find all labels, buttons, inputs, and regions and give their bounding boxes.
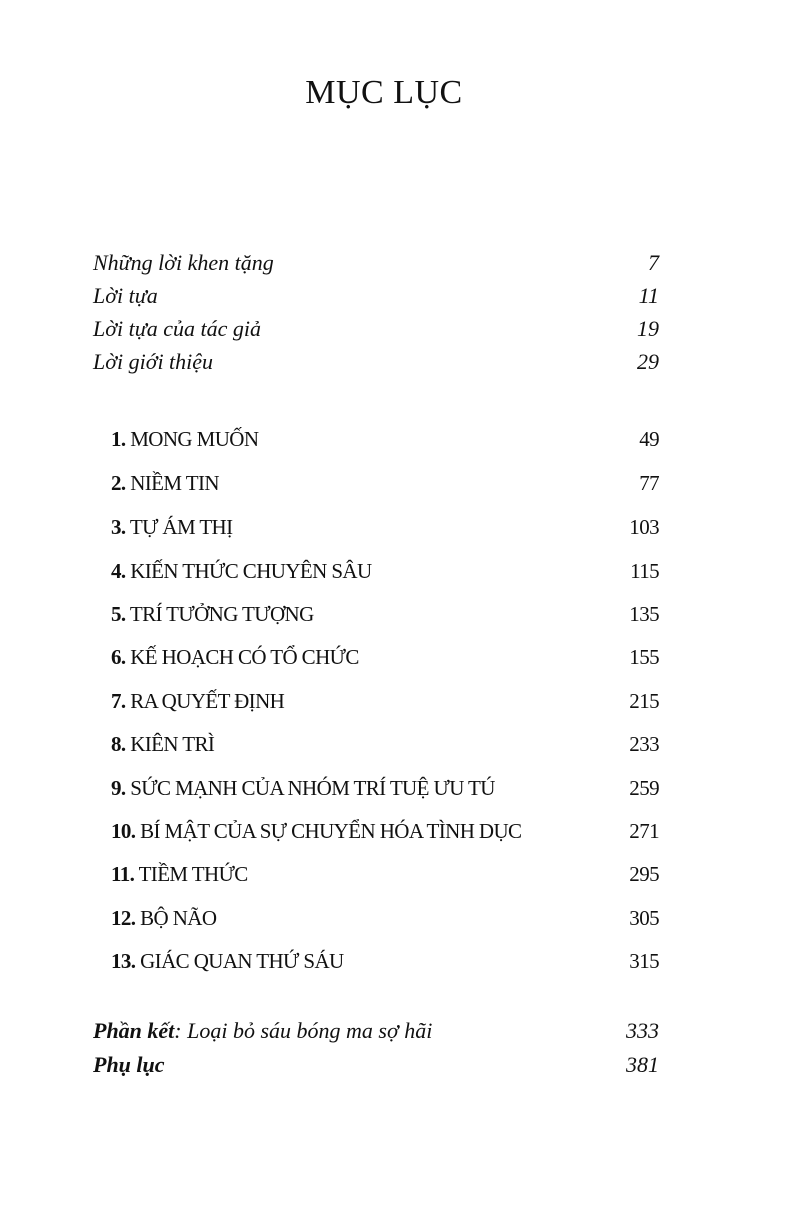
toc-entry-page: 11 [638,283,659,308]
chapter-title: RA QUYẾT ĐỊNH [130,689,285,713]
chapter-title: KIÊN TRÌ [130,732,215,756]
toc-entry-label: Lời giới thiệu [93,349,214,374]
toc-entry-front [0,250,800,280]
chapter-title: BÍ MẬT CỦA SỰ CHUYỂN HÓA TÌNH DỤC [140,819,522,843]
back-matter-heading: Phụ lục [93,1052,165,1077]
toc-entry-chapter [0,471,800,501]
toc-entry-page: 7 [648,250,659,275]
chapter-number: 10. [111,819,136,843]
toc-entry-label [111,949,344,974]
chapter-title: NIỀM TIN [130,471,219,495]
back-matter-heading: Phần kết [93,1018,175,1043]
toc-entry-page: 115 [630,559,659,583]
chapter-number: 7. [111,689,126,713]
chapter-number: 4. [111,559,126,583]
toc-entry-label [111,862,248,887]
toc-entry-chapter [0,559,800,589]
toc-entry-label: Lời tựa của tác giả [93,316,261,341]
toc-entry-front [0,283,800,313]
toc-entry-page: 49 [639,427,659,451]
chapter-title: MONG MUỐN [130,427,259,451]
chapter-title: TIỀM THỨC [138,862,248,886]
toc-entry-label [93,1018,432,1044]
page-title: MỤC LỤC [305,74,463,111]
toc-entry-front [0,316,800,346]
toc-entry-chapter [0,949,800,979]
chapter-number: 1. [111,427,126,451]
chapter-number: 12. [111,906,136,930]
toc-entry-page: 103 [629,515,659,539]
toc-entry-page: 233 [629,732,659,756]
toc-entry-label [93,1052,165,1078]
toc-entry-page: 215 [629,689,659,713]
toc-entry-chapter [0,645,800,675]
toc-entry-page: 315 [629,949,659,973]
chapter-number: 2. [111,471,126,495]
toc-entry-chapter [0,602,800,632]
toc-entry-page: 381 [626,1052,659,1077]
toc-entry-page: 29 [637,349,659,374]
toc-entry-page: 135 [629,602,659,626]
toc-entry-label: Lời tựa [93,283,158,308]
toc-entry-page: 295 [629,862,659,886]
back-matter-subtitle: : Loại bỏ sáu bóng ma sợ hãi [174,1018,433,1043]
chapter-title: TRÍ TƯỞNG TƯỢNG [129,602,314,626]
chapter-number: 6. [111,645,126,669]
toc-entry-label [111,776,495,801]
chapter-title: KIẾN THỨC CHUYÊN SÂU [130,559,372,583]
toc-entry-page: 77 [639,471,659,495]
toc-entry-label [111,427,258,452]
toc-entry-page: 305 [629,906,659,930]
toc-entry-chapter [0,689,800,719]
chapter-title: TỰ ÁM THỊ [129,515,233,539]
toc-entry-page: 271 [629,819,659,843]
toc-entry-label [111,645,359,670]
toc-entry-page: 259 [629,776,659,800]
toc-entry-label [111,559,372,584]
chapter-number: 11. [111,862,135,886]
toc-entry-label [111,602,314,627]
toc-entry-label [111,515,233,540]
toc-entry-label [111,906,216,931]
chapter-title: SỨC MẠNH CỦA NHÓM TRÍ TUỆ ƯU TÚ [130,776,495,800]
chapter-number: 9. [111,776,126,800]
chapter-number: 3. [111,515,126,539]
toc-entry-label [111,471,219,496]
toc-entry-page: 333 [626,1018,659,1043]
chapter-number: 8. [111,732,126,756]
chapter-title: KẾ HOẠCH CÓ TỔ CHỨC [130,645,359,669]
chapter-title: GIÁC QUAN THỨ SÁU [140,949,344,973]
toc-entry-chapter [0,862,800,892]
toc-entry-back [0,1018,800,1048]
toc-entry-page: 155 [629,645,659,669]
toc-entry-chapter [0,427,800,457]
toc-entry-back [0,1052,800,1082]
toc-entry-chapter [0,906,800,936]
toc-entry-chapter [0,819,800,849]
chapter-number: 13. [111,949,136,973]
toc-entry-label [111,732,214,757]
toc-entry-label [111,689,284,714]
toc-entry-label [111,819,521,844]
chapter-number: 5. [111,602,126,626]
toc-entry-chapter [0,515,800,545]
toc-entry-page: 19 [637,316,659,341]
toc-entry-chapter [0,776,800,806]
toc-entry-chapter [0,732,800,762]
chapter-title: BỘ NÃO [140,906,217,930]
toc-entry-label: Những lời khen tặng [93,250,274,275]
toc-entry-front [0,349,800,379]
